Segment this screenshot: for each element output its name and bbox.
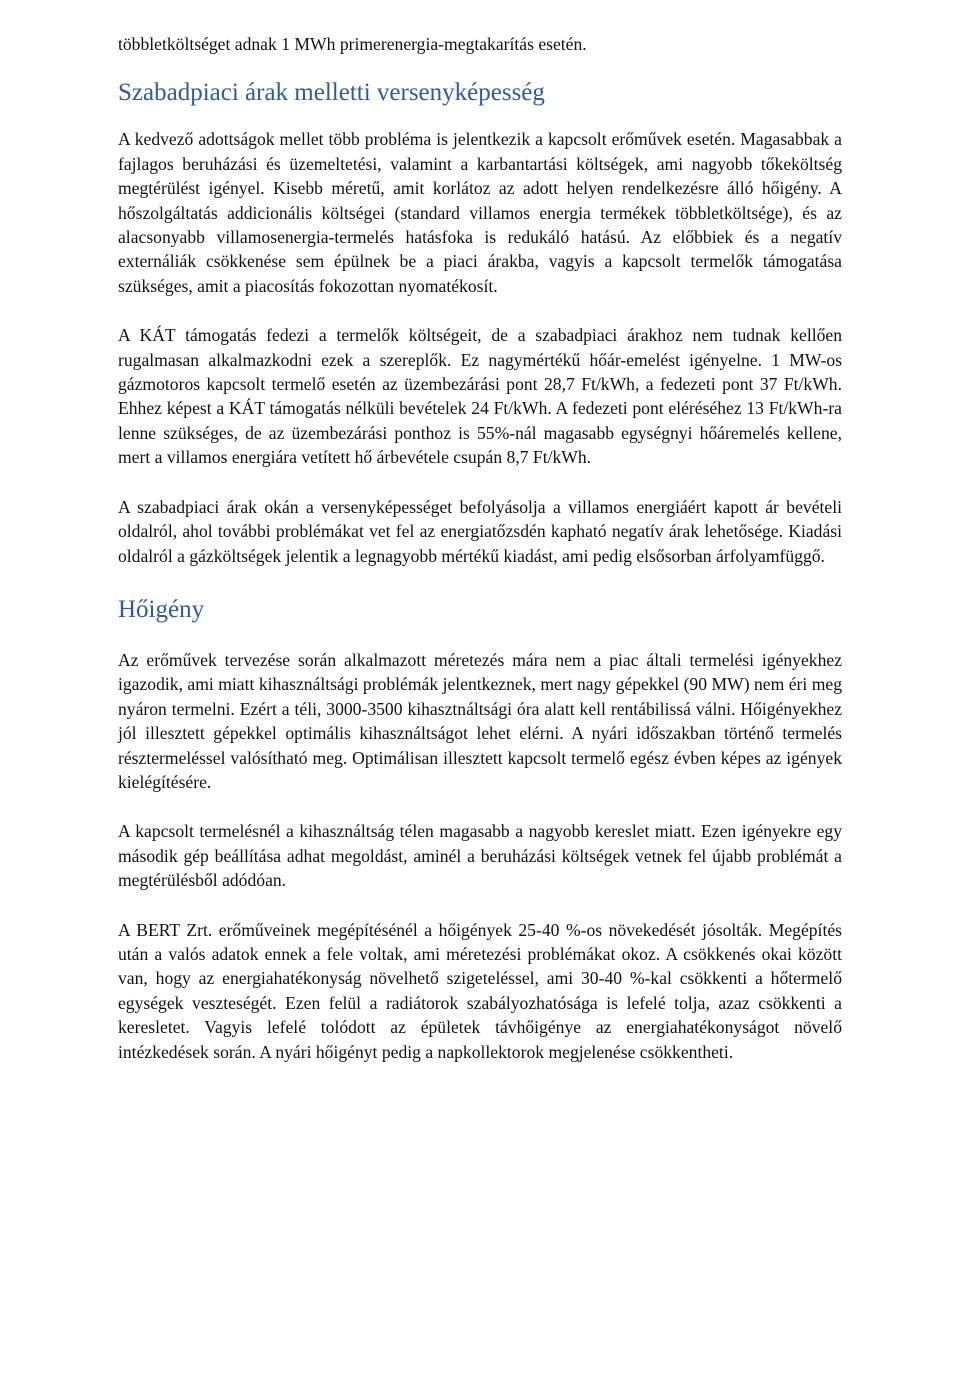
paragraph: A szabadpiaci árak okán a versenyképességet befolyásolja a villamos energiáért kapott ár bevételi oldalról, ahol további problémákat vet fel az energiatőzsdén kapható negatív árak lehetősége. Kiadási oldalról a gázköltségek jelentik a legnagyobb mértékű kiadást, ami pedig elsősorban árfolyamfüggő. — [118, 496, 842, 566]
document-page — [118, 32, 842, 1064]
section-heading-heat-demand: Hőigény — [118, 595, 205, 623]
paragraph: Az erőművek tervezése során alkalmazott méretezés mára nem a piac általi termelési igényekhez igazodik, ami miatt kihasználtsági problémák jelentkeznek, mert nagy gépekkel (90 MW) nem éri meg nyáron termelni. Ezért a téli, 3000-3500 kihasztnáltsági óra alatt kell rentábilissá válni. Hőigényekhez jól illesztett gépekkel optimális kihasználtságot lehet elérni. A nyári időszakban történő termelés résztermeléssel valósítható meg. Optimálisan illesztett kapcsolt termelő egész évben képes az igények kielégítésére. — [118, 649, 842, 792]
paragraph: A BERT Zrt. erőműveinek megépítésénél a hőigények 25-40 %-os növekedését jósolták. Megépítés után a valós adatok ennek a fele voltak, ami méretezési problémákat okoz. A csökkenés okai között van, hogy az energiahatékonyság növelhető szigeteléssel, ami 30-40 %-kal csökkenti a hőtermelő egységek veszteségét. Ezen felül a radiátorok szabályozhatósága is lefelé tolja, azaz csökkenti a keresletet. Vagyis lefelé tolódott az épületek távhőigénye az energiahatékonyságot növelő intézkedések során. A nyári hőigényt pedig a napkollektorok megjelenése csökkentheti. — [118, 919, 842, 1062]
section-heading-competitiveness: Szabadpiaci árak melletti versenyképesség — [118, 79, 545, 107]
paragraph: A kedvező adottságok mellet több probléma is jelentkezik a kapcsolt erőművek esetén. Magasabbak a fajlagos beruházási és üzemeltetési, valamint a karbantartási költségek, ami nagyobb tőkeköltség megtérülést igényel. Kisebb méretű, amit korlátoz az adott helyen rendelkezésre álló hőigény. A hőszolgáltatás addicionális költségei (standard villamos energia termékek többletköltsége), és az alacsonyabb villamosenergia-termelés hatásfoka is redukáló hatású. Az előbbiek és a negatív externáliák csökkenése sem épülnek be a piaci árakba, vagyis a kapcsolt termelők támogatása szükséges, amit a piacosítás fokozottan nyomatékosít. — [118, 129, 842, 296]
paragraph: A kapcsolt termelésnél a kihasználtság télen magasabb a nagyobb kereslet miatt. Ezen igényekre egy második gép beállítása adhat megoldást, aminél a beruházási költségek vetnek fel újabb problémát a megtérülésből adódóan. — [118, 821, 842, 891]
intro-line: többletköltséget adnak 1 MWh primerenergia-megtakarítás esetén. — [118, 34, 587, 54]
paragraph: A KÁT támogatás fedezi a termelők költségeit, de a szabadpiaci árakhoz nem tudnak kellően rugalmasan alkalmazkodni ezek a szereplők. Ez nagymértékű hőár-emelést igényelne. 1 MW-os gázmotoros kapcsolt termelő esetén az üzembezárási pont 28,7 Ft/kWh, a fedezeti pont 37 Ft/kWh. Ehhez képest a KÁT támogatás nélküli bevételek 24 Ft/kWh. A fedezeti pont eléréséhez 13 Ft/kWh-ra lenne szükséges, de az üzembezárási ponthoz is 55%-nál magasabb egységnyi hőáremelés kellene, mert a villamos energiára vetített hő árbevétele csupán 8,7 Ft/kWh. — [118, 325, 842, 468]
